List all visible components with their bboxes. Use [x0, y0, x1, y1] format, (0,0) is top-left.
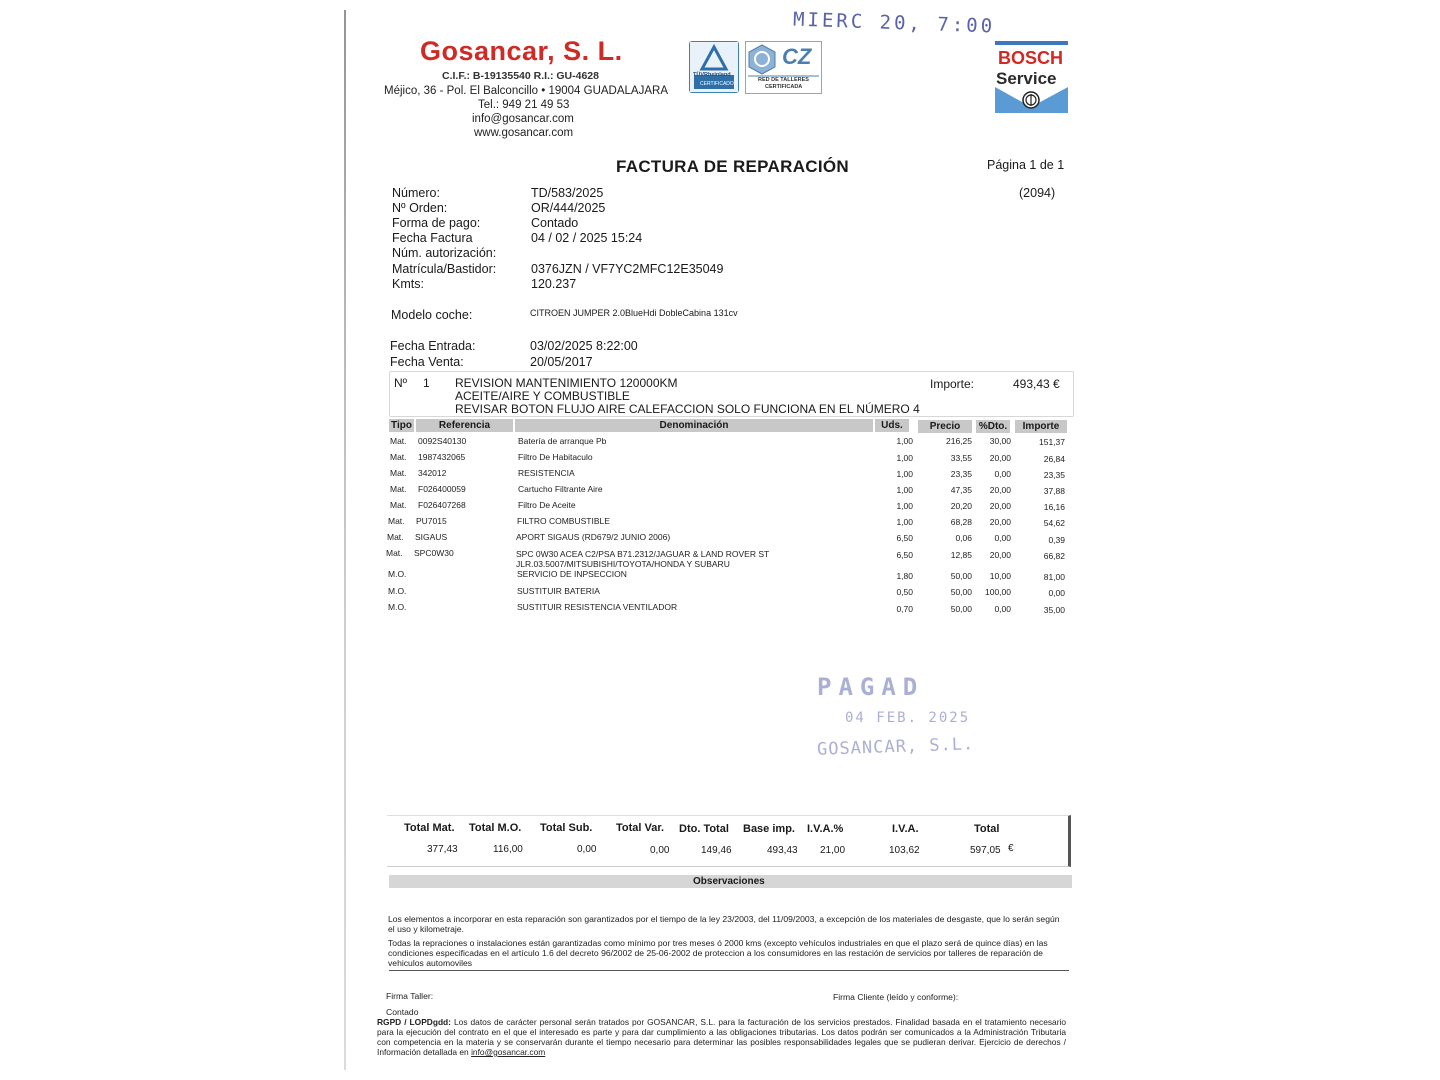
base-imp-value: 493,43: [767, 845, 798, 856]
payment-method-footer: Contado: [386, 1007, 419, 1017]
total-mat-header: Total Mat.: [404, 822, 455, 834]
row-1-dto: 30,00: [989, 436, 1011, 446]
firma-taller-label: Firma Taller:: [386, 991, 434, 1001]
row-11-den: SUSTITUIR RESISTENCIA VENTILADOR: [517, 602, 678, 612]
row-11-importe: 35,00: [1043, 605, 1065, 615]
iva-header: I.V.A.: [892, 823, 919, 835]
total-var-value: 0,00: [650, 845, 670, 856]
company-name: Gosancar, S. L.: [420, 36, 623, 66]
tuv-label: TÜVRheinland: [693, 72, 731, 78]
dto-total-value: 149,46: [701, 845, 732, 856]
fecha-factura-value: 04 / 02 / 2025 15:24: [531, 231, 643, 245]
row-5-ref: F026407268: [418, 500, 466, 510]
row-2-precio: 33,55: [950, 453, 972, 463]
row-9-tipo: M.O.: [388, 569, 407, 579]
row-4-dto: 20,00: [989, 485, 1011, 495]
kmts-label: Kmts:: [392, 277, 424, 291]
row-9-den: SERVICIO DE INPSECCION: [517, 569, 627, 579]
row-6-uds: 1,00: [896, 517, 913, 527]
row-10-den: SUSTITUIR BATERIA: [517, 586, 600, 596]
row-2-tipo: Mat.: [390, 452, 407, 462]
row-3-tipo: Mat.: [390, 468, 407, 478]
row-4-ref: F026400059: [418, 484, 466, 494]
numero-label: Número:: [392, 186, 440, 200]
row-7-uds: 6,50: [896, 533, 913, 543]
iva-value: 103,62: [889, 845, 920, 856]
page-indicator: Página 1 de 1: [987, 158, 1065, 172]
row-2-ref: 1987432065: [418, 452, 466, 462]
row-1-den: Batería de arranque Pb: [518, 436, 607, 446]
rgpd-title: RGPD / LOPDgdd:: [377, 1017, 451, 1027]
row-7-dto: 0,00: [994, 533, 1011, 543]
header-uds: Uds.: [875, 419, 909, 432]
firma-cliente-label: Firma Cliente (leído y conforme):: [833, 992, 959, 1002]
row-7-ref: SIGAUS: [415, 532, 448, 542]
row-7-den: APORT SIGAUS (RD679/2 JUNIO 2006): [516, 532, 671, 542]
numero-value: TD/583/2025: [531, 186, 604, 200]
job-line-1: REVISION MANTENIMIENTO 120000KM: [455, 376, 678, 390]
rgpd-body: Los datos de carácter personal serán tratados por GOSANCAR, S.L. para la facturación de los servicios prestados. Finalidad basada en el tratamiento necesario para la ejecución del contrato en el que el interesado es parte y para dar cumplimiento a las obligaciones tributarias. Los datos podrán ser comunicados a la Administración Tributaria con competencia en la materia y se conservarán durante el tiempo necesario para determinar las posibles responsabilidades legales que se pudieran derivar. Ejercicio de derechos / Información detallada en: [377, 1017, 1067, 1057]
row-2-uds: 1,00: [896, 453, 913, 463]
iva-pct-value: 21,00: [820, 845, 846, 856]
company-cif: C.I.F.: B-19135540 R.I.: GU-4628: [442, 70, 599, 82]
header-referencia: Referencia: [416, 419, 513, 432]
service-label: Service: [996, 69, 1057, 88]
pago-value: Contado: [531, 216, 579, 230]
row-3-den: RESISTENCIA: [518, 468, 575, 478]
row-5-uds: 1,00: [896, 501, 913, 511]
cz-logo: [745, 41, 822, 94]
base-imp-header: Base imp.: [743, 823, 795, 835]
iva-pct-header: I.V.A.%: [807, 823, 844, 835]
modelo-value: CITROEN JUMPER 2.0BlueHdi DobleCabina 131cv: [530, 308, 738, 318]
header-importe: Importe: [1015, 420, 1067, 433]
stamp-paid-text: PAGAD: [817, 673, 925, 701]
scan-edge: [344, 10, 346, 1070]
row-5-precio: 20,20: [950, 501, 972, 511]
row-2-dto: 20,00: [989, 453, 1011, 463]
job-importe-value: 493,43 €: [1013, 377, 1060, 391]
row-8-dto: 20,00: [989, 550, 1011, 560]
row-11-tipo: M.O.: [388, 602, 407, 612]
row-5-tipo: Mat.: [390, 500, 407, 510]
row-9-precio: 50,00: [950, 571, 972, 581]
row-1-precio: 216,25: [946, 436, 972, 446]
row-11-precio: 50,00: [950, 604, 972, 614]
row-10-precio: 50,00: [950, 587, 972, 597]
row-4-importe: 37,88: [1043, 486, 1065, 496]
cz-label: CZ: [782, 44, 812, 69]
row-8-tipo: Mat.: [386, 548, 403, 558]
modelo-label: Modelo coche:: [391, 308, 473, 322]
row-10-dto: 100,00: [985, 587, 1011, 597]
company-email: info@gosancar.com: [472, 113, 574, 125]
company-address: Méjico, 36 - Pol. El Balconcillo • 19004 GUADALAJARA: [384, 85, 668, 97]
matricula-value: 0376JZN / VF7YC2MFC12E35049: [531, 262, 724, 276]
bosch-label: BOSCH: [998, 48, 1064, 68]
row-10-tipo: M.O.: [388, 586, 407, 596]
row-10-uds: 0,50: [896, 587, 913, 597]
row-9-uds: 1,80: [896, 571, 913, 581]
header-dto: %Dto.: [976, 420, 1010, 433]
total-sub-header: Total Sub.: [540, 822, 593, 834]
header-precio: Precio: [918, 420, 972, 433]
row-6-ref: PU7015: [416, 516, 447, 526]
tuv-logo: [689, 41, 739, 93]
row-2-importe: 26,84: [1043, 454, 1065, 464]
row-6-precio: 68,28: [950, 517, 972, 527]
total-var-header: Total Var.: [616, 822, 665, 834]
header-denominacion: Denominación: [515, 419, 873, 432]
row-3-importe: 23,35: [1043, 470, 1065, 480]
header-tipo: Tipo: [389, 419, 414, 432]
row-8-den-2: JLR.03.5007/MITSUBISHI/TOYOTA/HONDA Y SUBARU: [516, 559, 730, 569]
row-7-precio: 0,06: [955, 533, 972, 543]
warranty-note-2: Todas la repraciones o instalaciones están garantizadas como mínimo por tres meses ó 2000 kms (excepto vehículos industriales en que el plazo será de quince días) en las condiciones especificadas en el artículo 1.6 del decreto 96/2002 de 25-06-2002 de proteccion a los consumidores en las restación de servicios por talleres de reparación de vehiculos automoviles: [388, 938, 1048, 968]
row-5-den: Filtro De Aceite: [518, 500, 576, 510]
row-3-dto: 0,00: [994, 469, 1011, 479]
row-5-dto: 20,00: [989, 501, 1011, 511]
rgpd-text: [377, 1017, 1066, 1057]
cz-sublabel-2: CERTIFICADA: [765, 84, 803, 90]
notes-divider: [389, 970, 1069, 971]
total-mo-value: 116,00: [493, 844, 523, 855]
company-web: www.gosancar.com: [474, 127, 574, 139]
stamp-date: 04 FEB. 2025: [845, 710, 971, 726]
matricula-label: Matrícula/Bastidor:: [392, 262, 497, 276]
row-7-tipo: Mat.: [387, 532, 404, 542]
row-3-uds: 1,00: [896, 469, 913, 479]
row-6-importe: 54,62: [1043, 518, 1065, 528]
row-3-precio: 23,35: [950, 469, 972, 479]
venta-value: 20/05/2017: [530, 355, 593, 369]
job-line-3: REVISAR BOTON FLUJO AIRE CALEFACCION SOLO FUNCIONA EN EL NÚMERO 4: [455, 402, 920, 416]
row-6-tipo: Mat.: [388, 516, 405, 526]
total-value: 597,05: [970, 845, 1001, 856]
row-5-importe: 16,16: [1043, 502, 1065, 512]
orden-value: OR/444/2025: [531, 201, 606, 215]
tuv-sublabel: CERTIFICADO: [700, 81, 734, 87]
handwritten-note: MIERC 20, 7:00: [792, 8, 996, 38]
venta-label: Fecha Venta:: [390, 355, 464, 369]
total-sub-value: 0,00: [577, 844, 597, 855]
invoice-code: (2094): [1019, 186, 1056, 200]
row-4-tipo: Mat.: [390, 484, 407, 494]
cz-sublabel-1: RED DE TALLERES: [758, 77, 809, 83]
rgpd-email-link[interactable]: info@gosancar.com: [471, 1047, 546, 1057]
fecha-factura-label: Fecha Factura: [392, 231, 473, 245]
row-8-precio: 12,85: [950, 550, 972, 560]
warranty-note-1: Los elementos a incorporar en esta reparación son garantizados por el tiempo de la ley 23/2003, del 11/09/2003, a excepción de los materiales de desgaste, que lo serán según el uso y kilometraje.: [388, 914, 1060, 934]
row-6-dto: 20,00: [989, 517, 1011, 527]
job-line-2: ACEITE/AIRE Y COMBUSTIBLE: [455, 389, 630, 403]
kmts-value: 120.237: [531, 277, 577, 291]
job-number-label: Nº: [394, 376, 408, 390]
row-7-importe: 0,39: [1048, 535, 1065, 545]
stamp-company: GOSANCAR, S.L.: [816, 734, 975, 760]
row-11-uds: 0,70: [896, 604, 913, 614]
total-mat-value: 377,43: [427, 844, 458, 855]
entrada-value: 03/02/2025 8:22:00: [530, 339, 638, 353]
row-8-importe: 66,82: [1043, 551, 1065, 561]
row-3-ref: 342012: [418, 468, 447, 478]
entrada-label: Fecha Entrada:: [390, 339, 476, 353]
row-11-dto: 0,00: [994, 604, 1011, 614]
job-importe-label: Importe:: [930, 377, 975, 391]
total-mo-header: Total M.O.: [469, 822, 522, 834]
row-1-tipo: Mat.: [390, 436, 407, 446]
row-4-precio: 47,35: [950, 485, 972, 495]
orden-label: Nº Orden:: [392, 201, 448, 215]
row-4-den: Cartucho Filtrante Aire: [518, 484, 603, 494]
total-header: Total: [974, 823, 1000, 835]
observaciones-title: Observaciones: [693, 876, 765, 887]
row-9-importe: 81,00: [1043, 572, 1065, 582]
bosch-service-logo: [995, 41, 1068, 113]
pago-label: Forma de pago:: [392, 216, 481, 230]
job-number: 1: [423, 376, 430, 390]
company-phone: Tel.: 949 21 49 53: [478, 99, 570, 111]
dto-total-header: Dto. Total: [679, 823, 729, 835]
row-8-ref: SPC0W30: [414, 548, 454, 558]
row-8-den: SPC 0W30 ACEA C2/PSA B71.2312/JAGUAR & LAND ROVER ST: [516, 549, 770, 559]
row-1-importe: 151,37: [1039, 437, 1065, 447]
invoice-title: FACTURA DE REPARACIÓN: [616, 157, 849, 176]
row-2-den: Filtro De Habitaculo: [518, 452, 593, 462]
row-1-ref: 0092S40130: [418, 436, 467, 446]
autorizacion-label: Núm. autorización:: [392, 246, 497, 260]
row-9-dto: 10,00: [989, 571, 1011, 581]
row-1-uds: 1,00: [896, 436, 913, 446]
row-6-den: FILTRO COMBUSTIBLE: [517, 516, 610, 526]
row-4-uds: 1,00: [896, 485, 913, 495]
total-currency: €: [1008, 843, 1014, 854]
row-10-importe: 0,00: [1048, 588, 1065, 598]
row-8-uds: 6,50: [896, 550, 913, 560]
